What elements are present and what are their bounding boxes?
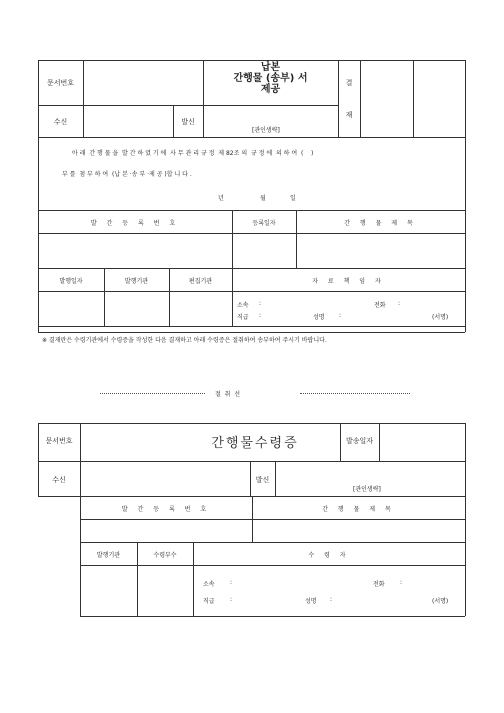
name-label: 성명: [313, 314, 325, 321]
position-label: 직급: [237, 314, 249, 321]
receipt-title: 간행물수령증: [211, 436, 299, 451]
divider: [83, 105, 84, 137]
receipt-name-label: 성명: [305, 598, 317, 605]
divider: [38, 291, 465, 292]
receipt-col-qty: 수령부수: [153, 552, 177, 559]
cut-line-label: 절 취 선: [215, 391, 241, 398]
phone-label: 전화: [374, 302, 386, 309]
colon: :: [259, 312, 262, 319]
doc-no-label: 문서번호: [46, 79, 75, 87]
col-pub-title: 간 행 물 제 목: [344, 220, 417, 227]
border-top: [38, 423, 465, 424]
receipt-seal-omitted: [관인생략]: [353, 486, 381, 493]
date-day: 일: [290, 195, 296, 202]
colon: :: [230, 579, 233, 586]
col-reg-no: 발 간 등 록 번 호: [90, 220, 180, 227]
divider: [38, 326, 465, 327]
colon: :: [400, 579, 403, 586]
body-line-1: 아 래 간 행 물 을 발 간 하 였 기 에 사 무 관 리 규 정 제 82조 의 규 정 에 의 하 여 ( ): [72, 150, 314, 157]
receipt-affiliation-label: 소속: [203, 581, 215, 588]
approval-label-1: 결: [345, 79, 353, 87]
divider: [80, 616, 465, 617]
receipt-col-pub-title: 간 행 물 제 목: [322, 506, 395, 513]
border-right: [465, 423, 466, 616]
border-top: [38, 60, 465, 61]
receipt-col-receiver: 수 령 자: [308, 552, 350, 559]
divider: [338, 60, 339, 137]
border-bottom: [38, 332, 465, 333]
title-line-1: 납본: [260, 62, 281, 73]
divider: [360, 60, 361, 137]
receipt-sender-label: 발신: [255, 476, 270, 484]
note-text: ※ 결재란은 수령기관에서 수령증을 작성한 다음 결재하고 아래 수령증은 절취하여 송부하여 주시기 바랍니다.: [42, 337, 327, 344]
title-line-2: 간행물 (송부) 서: [233, 73, 308, 84]
receipt-col-pub-org: 발행기관: [96, 552, 121, 559]
col-reg-date: 등록일자: [252, 220, 276, 227]
recipient-label: 수신: [53, 118, 68, 126]
divider: [203, 105, 204, 137]
send-date-label: 발송일자: [345, 437, 374, 445]
signature-label: (서명): [432, 314, 449, 321]
body-line-2: 부 를 첨 부 하 여 (납 본 ·송 부 ·제 공 )합 니 다 .: [62, 171, 192, 178]
receipt-phone-label: 전화: [373, 581, 385, 588]
divider: [38, 461, 465, 462]
sender-label: 발신: [181, 118, 195, 126]
colon: :: [339, 312, 342, 319]
seal-omitted: [관인생략]: [252, 127, 280, 134]
col-pub-org: 발행기관: [124, 278, 149, 285]
colon: :: [398, 300, 401, 307]
colon: :: [230, 596, 233, 603]
date-month: 월: [260, 195, 266, 202]
cut-line-right: [300, 393, 410, 394]
colon: :: [330, 596, 333, 603]
divider: [80, 519, 465, 520]
border-left: [38, 423, 39, 496]
colon: :: [259, 300, 262, 307]
divider: [83, 60, 84, 105]
col-pub-date: 발행일자: [59, 278, 83, 285]
col-edit-org: 편집기관: [188, 278, 213, 285]
date-year: 년: [218, 195, 224, 202]
approval-label-2: 재: [345, 111, 353, 119]
cut-line-left: [100, 393, 205, 394]
divider: [38, 268, 465, 269]
title-line-3: 제공: [260, 84, 281, 95]
receipt-recipient-label: 수신: [52, 476, 66, 484]
divider: [38, 137, 465, 138]
receipt-col-reg-no: 발 간 등 록 번 호: [121, 506, 211, 513]
divider: [252, 496, 253, 542]
divider: [379, 423, 380, 461]
divider: [38, 233, 465, 234]
divider: [80, 423, 81, 496]
divider: [413, 60, 414, 137]
border-right: [465, 60, 466, 332]
affiliation-label: 소속: [237, 302, 249, 309]
divider: [38, 210, 465, 211]
receipt-signature-label: (서명): [432, 598, 449, 605]
col-data-resp: 자 료 책 임 자: [312, 278, 385, 285]
form-title: [203, 62, 338, 95]
divider: [275, 461, 276, 496]
receipt-position-label: 직급: [203, 598, 215, 605]
receipt-doc-no-label: 문서번호: [45, 437, 73, 445]
